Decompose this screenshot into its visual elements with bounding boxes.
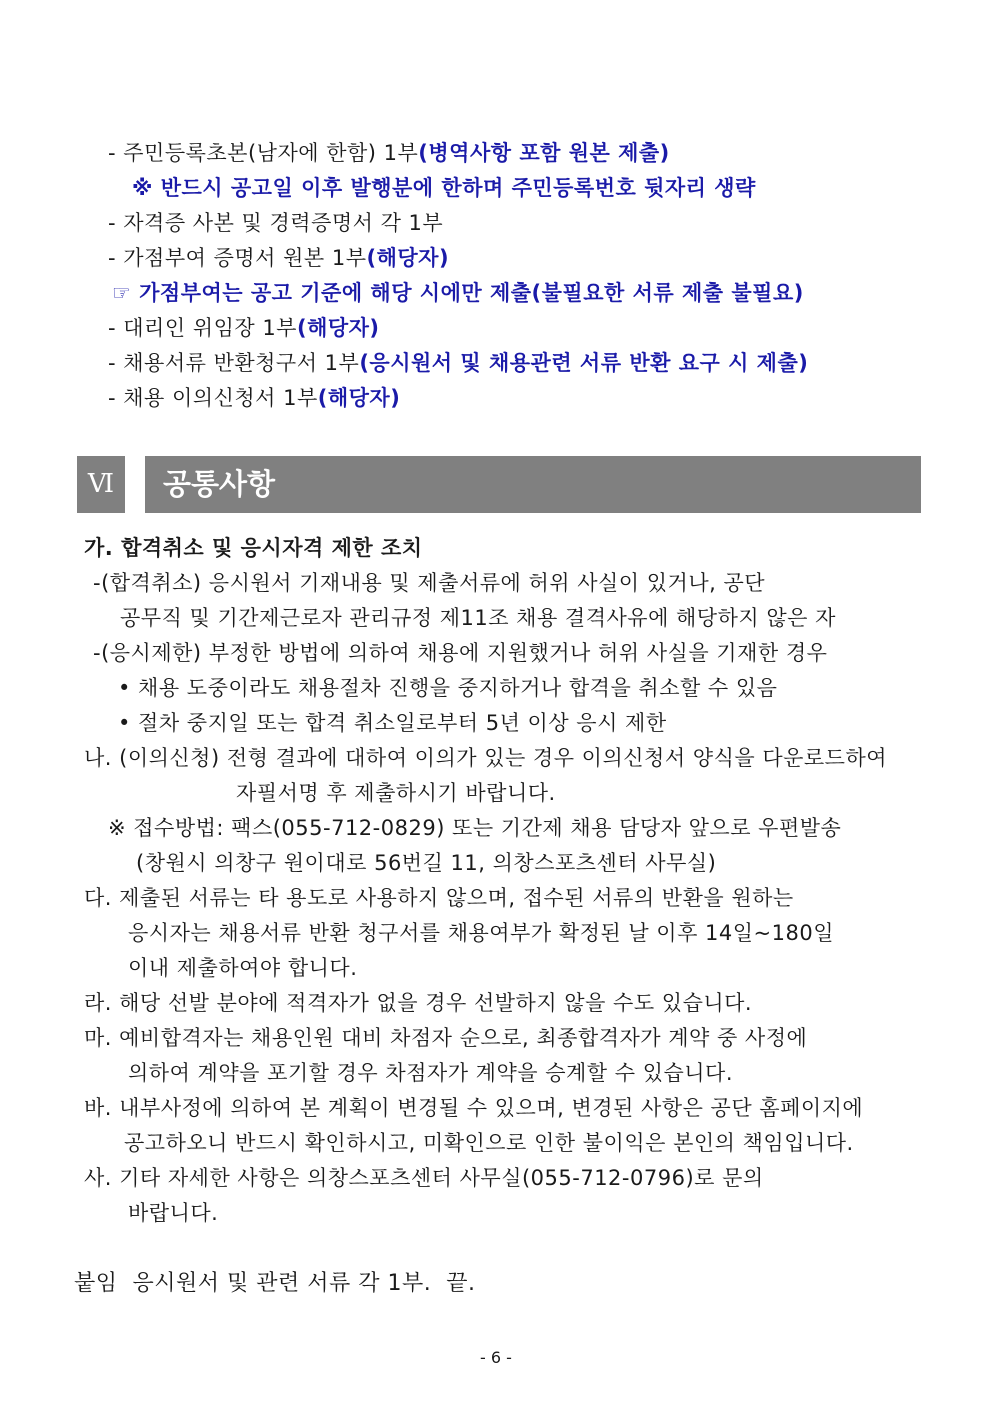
submission-address: (창원시 의창구 원이대로 56번길 11, 의창스포츠센터 사무실)	[136, 851, 717, 875]
doc-bonus-note: ☞ 가점부여는 공고 기준에 해당 시에만 제출(불필요한 서류 제출 불필요)	[112, 281, 804, 305]
paragraph-line: -(응시제한) 부정한 방법에 의하여 채용에 지원했거나 허위 사실을 기재한 경우	[93, 641, 828, 665]
item-na-continued: 자필서명 후 제출하시기 바랍니다.	[236, 781, 556, 805]
section-title: 공통사항	[145, 456, 921, 513]
attachment-line: 붙임 응시원서 및 관련 서류 각 1부. 끝.	[74, 1271, 476, 1296]
item-ba: 바. 내부사정에 의하여 본 계획이 변경될 수 있으며, 변경된 사항은 공단 홈페이지에	[84, 1096, 864, 1120]
heading-ga: 가. 합격취소 및 응시자격 제한 조치	[84, 536, 423, 560]
page-number: - 6 -	[480, 1348, 512, 1367]
paragraph-line: 공무직 및 기간제근로자 관리규정 제11조 채용 결격사유에 해당하지 않은 자	[120, 606, 836, 630]
doc-item-text: - 대리인 위임장 1부	[108, 316, 297, 340]
doc-item-text: - 가점부여 증명서 원본 1부	[108, 246, 367, 270]
doc-item-resident-abstract	[108, 139, 670, 167]
submission-method-note: ※ 접수방법: 팩스(055-712-0829) 또는 기간제 채용 담당자 앞으로 우편발송	[108, 816, 842, 840]
item-da: 다. 제출된 서류는 타 용도로 사용하지 않으며, 접수된 서류의 반환을 원하는	[84, 886, 794, 910]
doc-warning-note: ※ 반드시 공고일 이후 발행분에 한하며 주민등록번호 뒷자리 생략	[132, 176, 756, 200]
doc-item-text: - 채용서류 반환청구서 1부	[108, 351, 360, 375]
doc-item-note: (해당자)	[296, 316, 380, 340]
doc-item-note: (응시원서 및 채용관련 서류 반환 요구 시 제출)	[359, 351, 809, 375]
doc-item-proxy	[108, 314, 380, 342]
doc-item-note: (병역사항 포함 원본 제출)	[418, 141, 670, 165]
item-ba-continued: 공고하오니 반드시 확인하시고, 미확인으로 인한 불이익은 본인의 책임입니다.	[124, 1131, 854, 1155]
item-ma-continued: 의하여 계약을 포기할 경우 차점자가 계약을 승계할 수 있습니다.	[128, 1061, 734, 1085]
doc-item-return-request	[108, 349, 808, 377]
doc-item-objection	[108, 384, 400, 412]
item-da-continued: 이내 제출하여야 합니다.	[128, 956, 358, 980]
item-na: 나. (이의신청) 전형 결과에 대하여 이의가 있는 경우 이의신청서 양식을 다운로드하여	[84, 746, 888, 770]
doc-item-bonus-proof	[108, 244, 449, 272]
bullet-item: • 채용 도중이라도 채용절차 진행을 중지하거나 합격을 취소할 수 있음	[118, 676, 778, 700]
doc-item-text: - 채용 이의신청서 1부	[108, 386, 318, 410]
doc-item-note: (해당자)	[366, 246, 450, 270]
doc-item-text: - 주민등록초본(남자에 한함) 1부	[108, 141, 419, 165]
bullet-item: • 절차 중지일 또는 합격 취소일로부터 5년 이상 응시 제한	[118, 711, 667, 735]
item-sa: 사. 기타 자세한 사항은 의창스포츠센터 사무실(055-712-0796)로 문의	[84, 1166, 764, 1190]
item-sa-continued: 바랍니다.	[128, 1201, 219, 1225]
paragraph-line: -(합격취소) 응시원서 기재내용 및 제출서류에 허위 사실이 있거나, 공단	[93, 571, 766, 595]
item-ra: 라. 해당 선발 분야에 적격자가 없을 경우 선발하지 않을 수도 있습니다.	[84, 991, 753, 1015]
doc-item-certificate: - 자격증 사본 및 경력증명서 각 1부	[108, 211, 444, 235]
item-da-continued: 응시자는 채용서류 반환 청구서를 채용여부가 확정된 날 이후 14일~180일	[128, 921, 835, 945]
item-ma: 마. 예비합격자는 채용인원 대비 차점자 순으로, 최종합격자가 계약 중 사정에	[84, 1026, 808, 1050]
doc-item-note: (해당자)	[317, 386, 401, 410]
section-number: Ⅵ	[77, 456, 125, 513]
section-header	[77, 456, 921, 513]
